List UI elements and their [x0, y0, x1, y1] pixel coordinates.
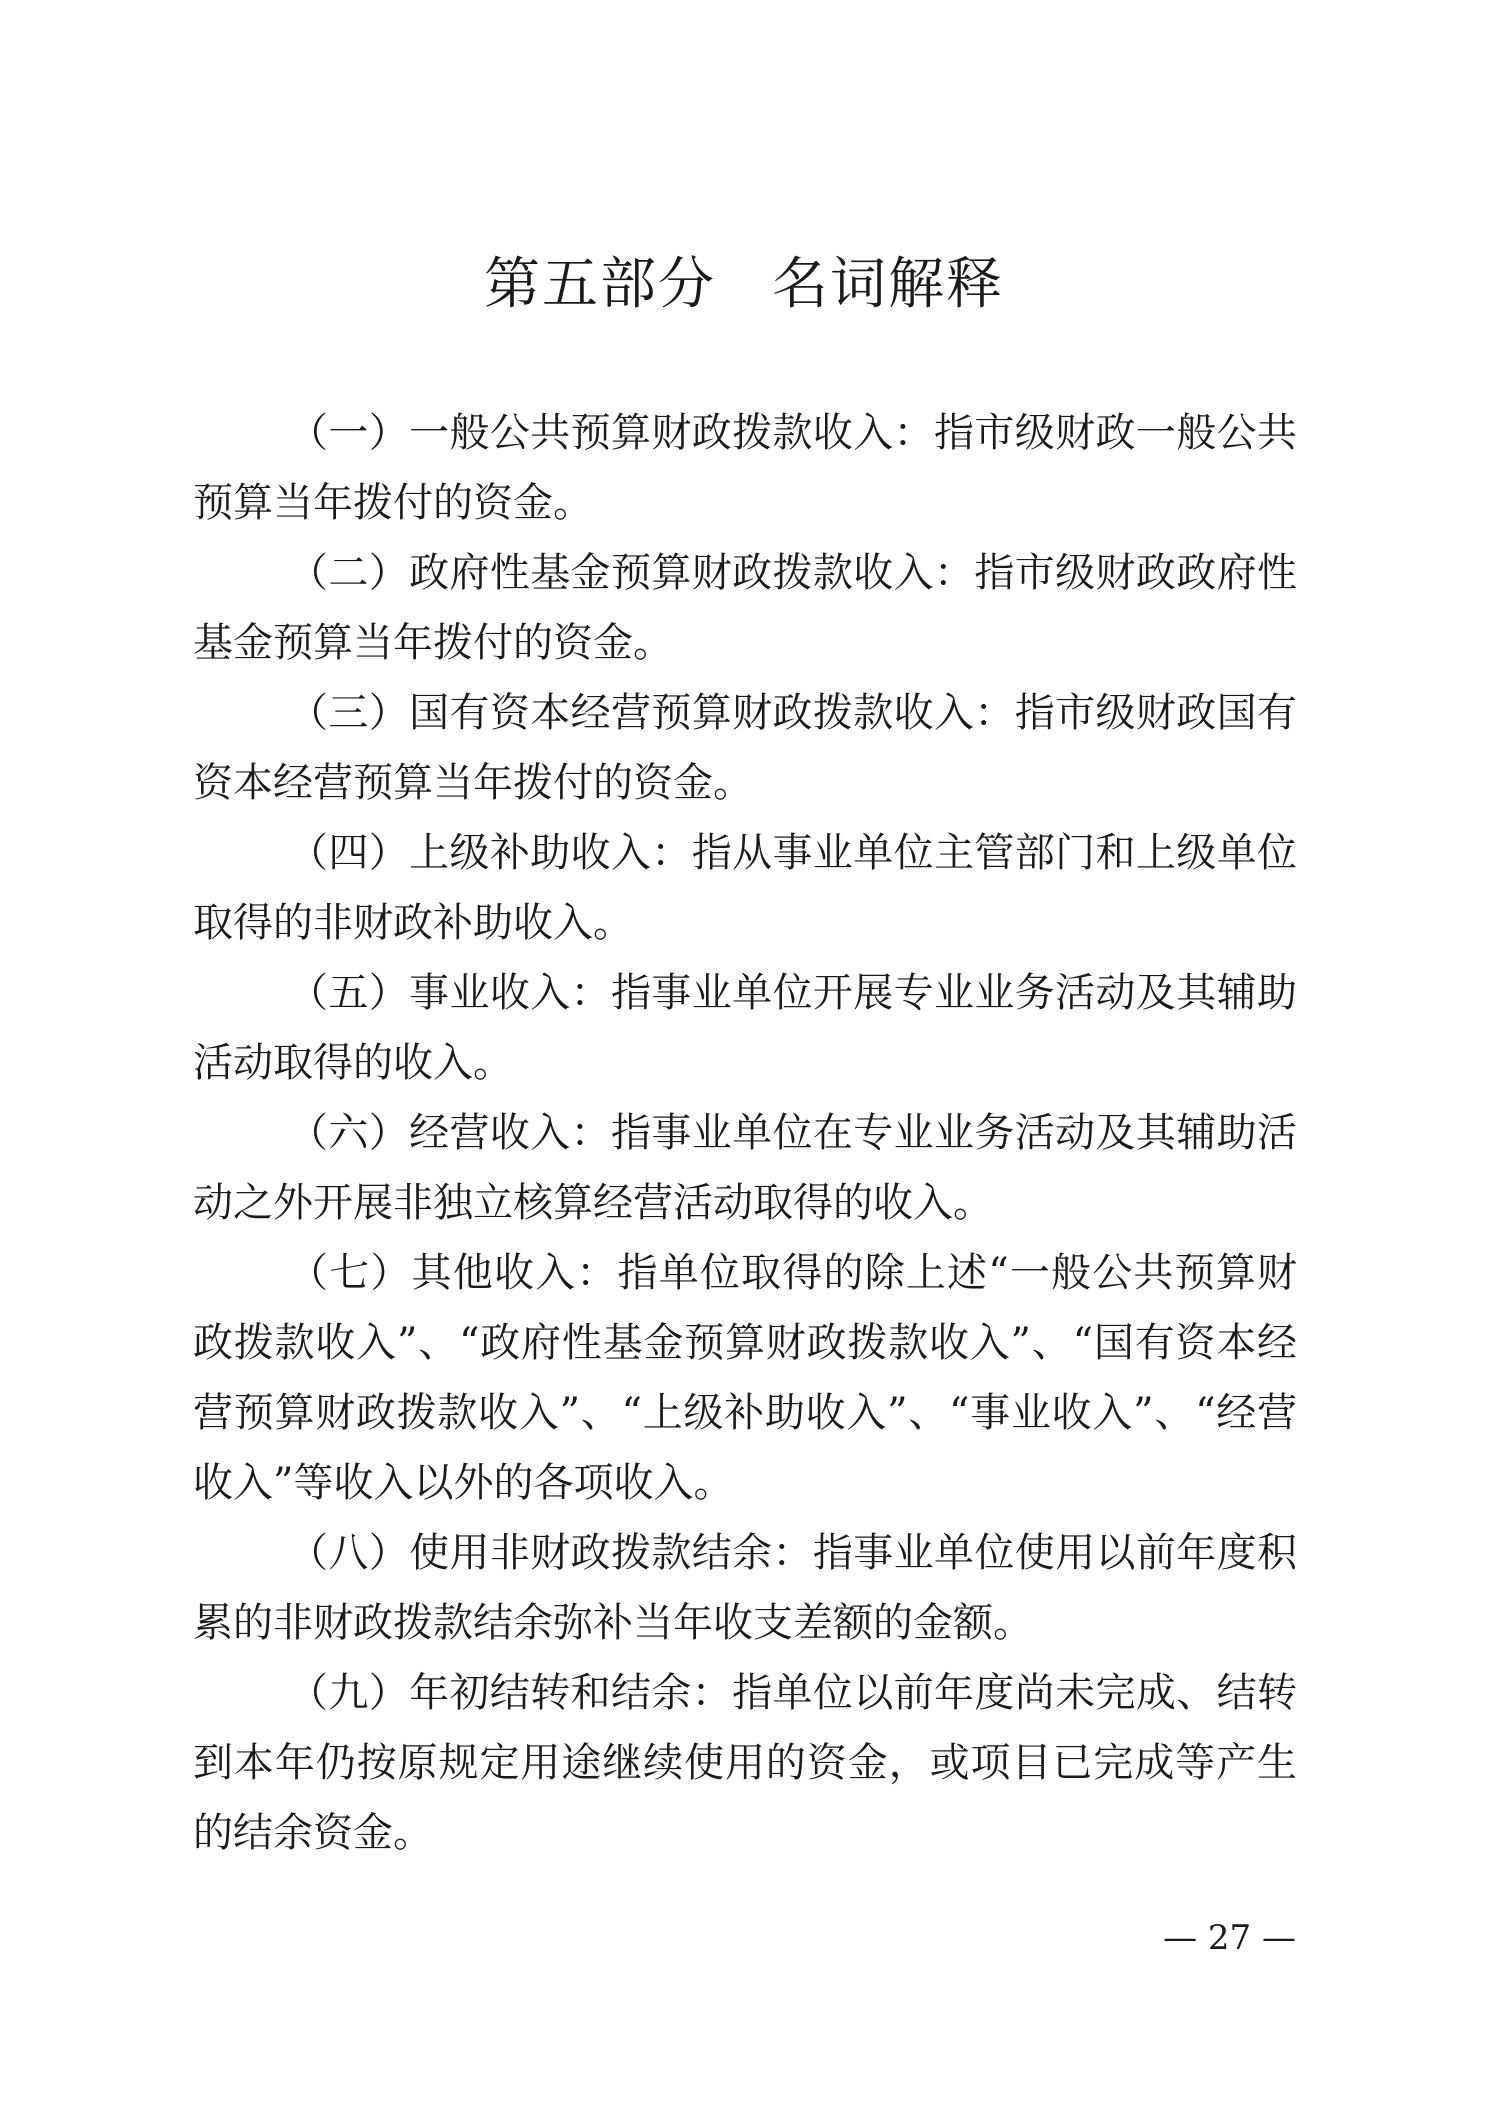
definition-paragraph: （七）其他收入：指单位取得的除上述“一般公共预算财政拨款收入”、“政府性基金预算财政拨款收入”、“国有资本经营预算财政拨款收入”、“上级补助收入”、“事业收入”、“经营收入”等收入以外的各项收入。 — [193, 1250, 1297, 1506]
definition-paragraph: （五）事业收入：指事业单位开展专业业务活动及其辅助活动取得的收入。 — [193, 970, 1297, 1086]
definition-paragraph: （三）国有资本经营预算财政拨款收入：指市级财政国有资本经营预算当年拨付的资金。 — [193, 690, 1297, 806]
definition-paragraph: （四）上级补助收入：指从事业单位主管部门和上级单位取得的非财政补助收入。 — [193, 830, 1297, 946]
definitions-body — [193, 398, 1297, 1868]
definition-paragraph: （六）经营收入：指事业单位在专业业务活动及其辅助活动之外开展非独立核算经营活动取得的收入。 — [193, 1110, 1297, 1226]
title-subject: 名词解释 — [772, 252, 1004, 317]
definition-paragraph: （九）年初结转和结余：指单位以前年度尚未完成、结转到本年仍按原规定用途继续使用的资金，或项目已完成等产生的结余资金。 — [193, 1670, 1297, 1856]
page-number: — 27 — — [1163, 1918, 1296, 1958]
definition-paragraph: （一）一般公共预算财政拨款收入：指市级财政一般公共预算当年拨付的资金。 — [193, 410, 1297, 526]
definition-paragraph: （八）使用非财政拨款结余：指事业单位使用以前年度积累的非财政拨款结余弥补当年收支差额的金额。 — [193, 1530, 1297, 1646]
page-title — [0, 245, 1488, 325]
title-part: 第五部分 — [484, 252, 716, 317]
definition-paragraph: （二）政府性基金预算财政拨款收入：指市级财政政府性基金预算当年拨付的资金。 — [193, 550, 1297, 666]
